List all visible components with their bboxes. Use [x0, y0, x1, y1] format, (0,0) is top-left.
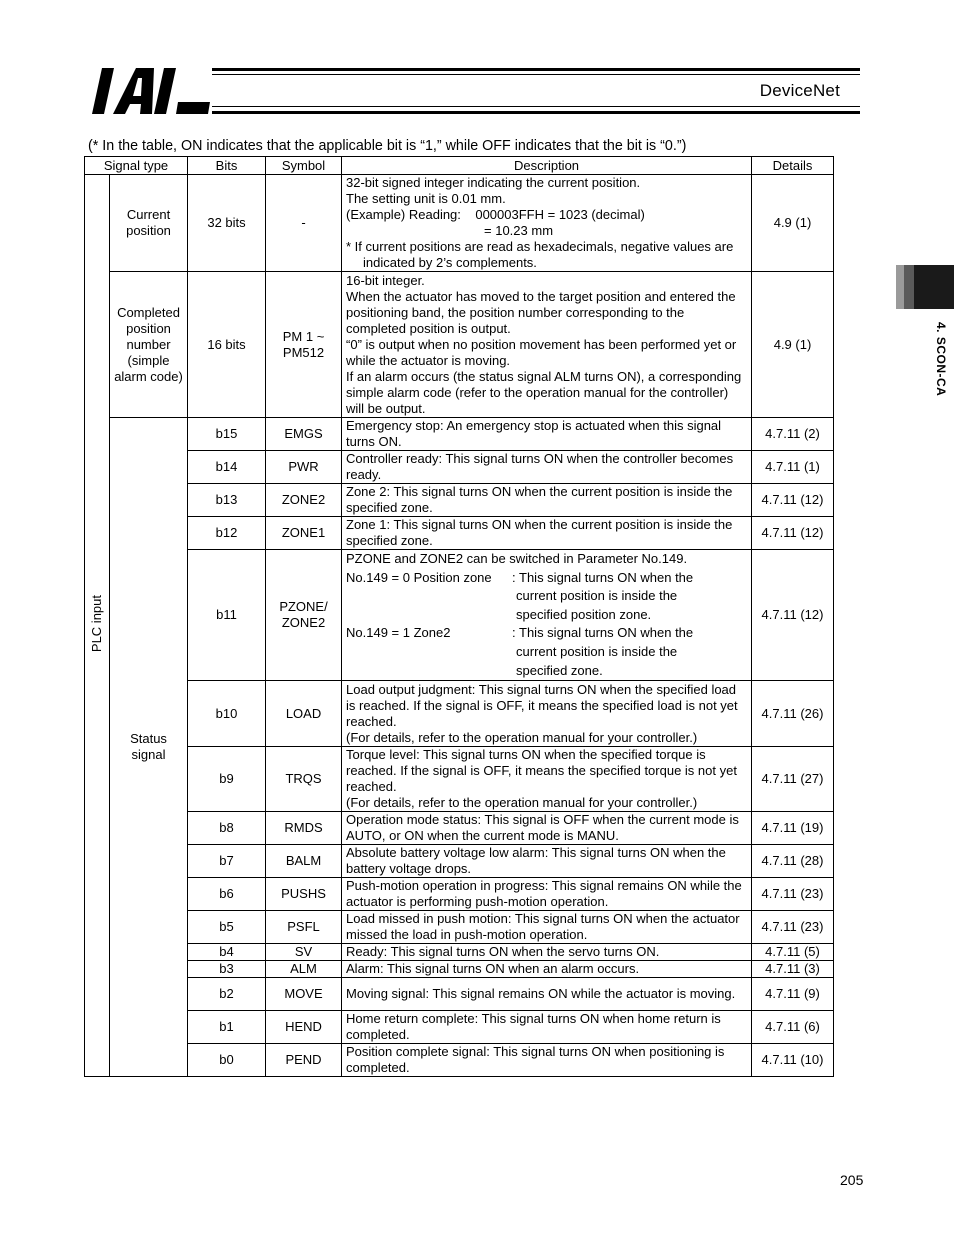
signal-table: [84, 156, 834, 1077]
table-note: (* In the table, ON indicates that the applicable bit is “1,” while OFF indicates that the bit is “0.”): [88, 138, 687, 154]
details: 4.7.11 (12): [752, 517, 834, 550]
header-title: DeviceNet: [759, 81, 840, 100]
description: Load missed in push motion: This signal turns ON when the actuator missed the load in push-motion operation.: [342, 911, 752, 944]
details: 4.7.11 (12): [752, 484, 834, 517]
bit: b5: [188, 911, 266, 944]
bit: b12: [188, 517, 266, 550]
plc-input-cell: [85, 175, 110, 1077]
header-bits: Bits: [188, 157, 266, 175]
table-row: [85, 1044, 834, 1077]
symbol: -: [266, 175, 342, 272]
bit: b4: [188, 944, 266, 961]
details: 4.9 (1): [752, 175, 834, 272]
table-row: [85, 878, 834, 911]
chapter-tab: [896, 265, 954, 309]
details: 4.9 (1): [752, 272, 834, 418]
table-header-row: [85, 157, 834, 175]
bit: b13: [188, 484, 266, 517]
header-rule-bottom: [212, 111, 860, 114]
details: 4.7.11 (28): [752, 845, 834, 878]
symbol: PZONE/ ZONE2: [266, 550, 342, 681]
bit: b2: [188, 978, 266, 1011]
header-symbol: Symbol: [266, 157, 342, 175]
header-description: Description: [342, 157, 752, 175]
description: Controller ready: This signal turns ON when the controller becomes ready.: [342, 451, 752, 484]
symbol: HEND: [266, 1011, 342, 1044]
details: 4.7.11 (3): [752, 961, 834, 978]
table-row-current-position: [85, 175, 834, 272]
table-row: [85, 944, 834, 961]
details: 4.7.11 (9): [752, 978, 834, 1011]
bit: b15: [188, 418, 266, 451]
table-row: [85, 1011, 834, 1044]
description: Zone 2: This signal turns ON when the current position is inside the specified zone.: [342, 484, 752, 517]
symbol: PSFL: [266, 911, 342, 944]
description: 16-bit integer. When the actuator has moved to the target position and entered the positioning band, the position number corresponding to the completed position is output. “0” is output when no position movement has been performed yet or while the actuator is moving. If an alarm occurs (the status signal ALM turns ON), a corresponding simple alarm code (refer to the operation manual for the controller) will be output.: [342, 272, 752, 418]
description: Push-motion operation in progress: This signal remains ON while the actuator is performing push-motion operation.: [342, 878, 752, 911]
symbol: ZONE2: [266, 484, 342, 517]
page-number: 205: [840, 1172, 864, 1188]
table-row: [85, 681, 834, 747]
symbol: PWR: [266, 451, 342, 484]
header-rule-top: [212, 68, 860, 71]
table-row: [85, 845, 834, 878]
bit: b3: [188, 961, 266, 978]
symbol: EMGS: [266, 418, 342, 451]
bit: b1: [188, 1011, 266, 1044]
table-row: [85, 550, 834, 681]
details: 4.7.11 (5): [752, 944, 834, 961]
description: Position complete signal: This signal turns ON when positioning is completed.: [342, 1044, 752, 1077]
details: 4.7.11 (12): [752, 550, 834, 681]
details: 4.7.11 (27): [752, 747, 834, 812]
header-rule-top-thin: [212, 74, 860, 75]
description: Moving signal: This signal remains ON while the actuator is moving.: [342, 978, 752, 1011]
details: 4.7.11 (6): [752, 1011, 834, 1044]
bit: b7: [188, 845, 266, 878]
table-row: [85, 747, 834, 812]
description: Operation mode status: This signal is OFF when the current mode is AUTO, or ON when the current mode is MANU.: [342, 812, 752, 845]
symbol: RMDS: [266, 812, 342, 845]
description: Zone 1: This signal turns ON when the current position is inside the specified zone.: [342, 517, 752, 550]
table-row: [85, 517, 834, 550]
description: Absolute battery voltage low alarm: This signal turns ON when the battery voltage drops.: [342, 845, 752, 878]
symbol: PM 1 ~ PM512: [266, 272, 342, 418]
bit: b6: [188, 878, 266, 911]
details: 4.7.11 (19): [752, 812, 834, 845]
description: Alarm: This signal turns ON when an alarm occurs.: [342, 961, 752, 978]
description: PZONE and ZONE2 can be switched in Parameter No.149. No.149 = 0 Position zone : This signal turns ON when the current position is inside the specified position zone. No.149 = 1 Zone2 : This signal turns ON when the current position is inside the specified zone.: [342, 550, 752, 681]
table-row: [85, 911, 834, 944]
signal-type: Completed position number (simple alarm code): [110, 272, 188, 418]
table-row: [85, 812, 834, 845]
bit: b0: [188, 1044, 266, 1077]
bits: 16 bits: [188, 272, 266, 418]
description: Load output judgment: This signal turns ON when the specified load is reached. If the signal is OFF, it means the specified load is not yet reached. (For details, refer to the operation manual for your controller.): [342, 681, 752, 747]
symbol: ALM: [266, 961, 342, 978]
bit: b8: [188, 812, 266, 845]
bit: b11: [188, 550, 266, 681]
details: 4.7.11 (10): [752, 1044, 834, 1077]
symbol: BALM: [266, 845, 342, 878]
description: 32-bit signed integer indicating the current position. The setting unit is 0.01 mm. (Example) Reading: 000003FFH = 1023 (decimal) = 10.23 mm * If current positions are read as hexadecimals, negative values are indicated by 2’s complements.: [342, 175, 752, 272]
table-row: [85, 484, 834, 517]
table-row: [85, 961, 834, 978]
bit: b14: [188, 451, 266, 484]
bit: b9: [188, 747, 266, 812]
header-details: Details: [752, 157, 834, 175]
details: 4.7.11 (2): [752, 418, 834, 451]
symbol: SV: [266, 944, 342, 961]
description: Ready: This signal turns ON when the servo turns ON.: [342, 944, 752, 961]
plc-input-label: PLC input: [89, 595, 104, 653]
details: 4.7.11 (26): [752, 681, 834, 747]
details: 4.7.11 (1): [752, 451, 834, 484]
bit: b10: [188, 681, 266, 747]
table-row-completed-position: [85, 272, 834, 418]
table-row: [85, 978, 834, 1011]
symbol: TRQS: [266, 747, 342, 812]
signal-type: Current position: [110, 175, 188, 272]
iai-logo: [92, 68, 210, 114]
details: 4.7.11 (23): [752, 878, 834, 911]
table-row: [85, 451, 834, 484]
table-row: [85, 418, 834, 451]
description: Home return complete: This signal turns ON when home return is completed.: [342, 1011, 752, 1044]
description: Torque level: This signal turns ON when the specified torque is reached. If the signal is OFF, it means the specified torque is not yet reached. (For details, refer to the operation manual for your controller.): [342, 747, 752, 812]
symbol: PUSHS: [266, 878, 342, 911]
symbol: LOAD: [266, 681, 342, 747]
symbol: ZONE1: [266, 517, 342, 550]
status-signal-label: Status signal: [110, 418, 188, 1077]
bits: 32 bits: [188, 175, 266, 272]
symbol: MOVE: [266, 978, 342, 1011]
header-signal-type: Signal type: [85, 157, 188, 175]
details: 4.7.11 (23): [752, 911, 834, 944]
header-rule-bottom-thin: [212, 106, 860, 107]
description: Emergency stop: An emergency stop is actuated when this signal turns ON.: [342, 418, 752, 451]
chapter-tab-label: 4. SCON-CA: [934, 322, 948, 397]
symbol: PEND: [266, 1044, 342, 1077]
